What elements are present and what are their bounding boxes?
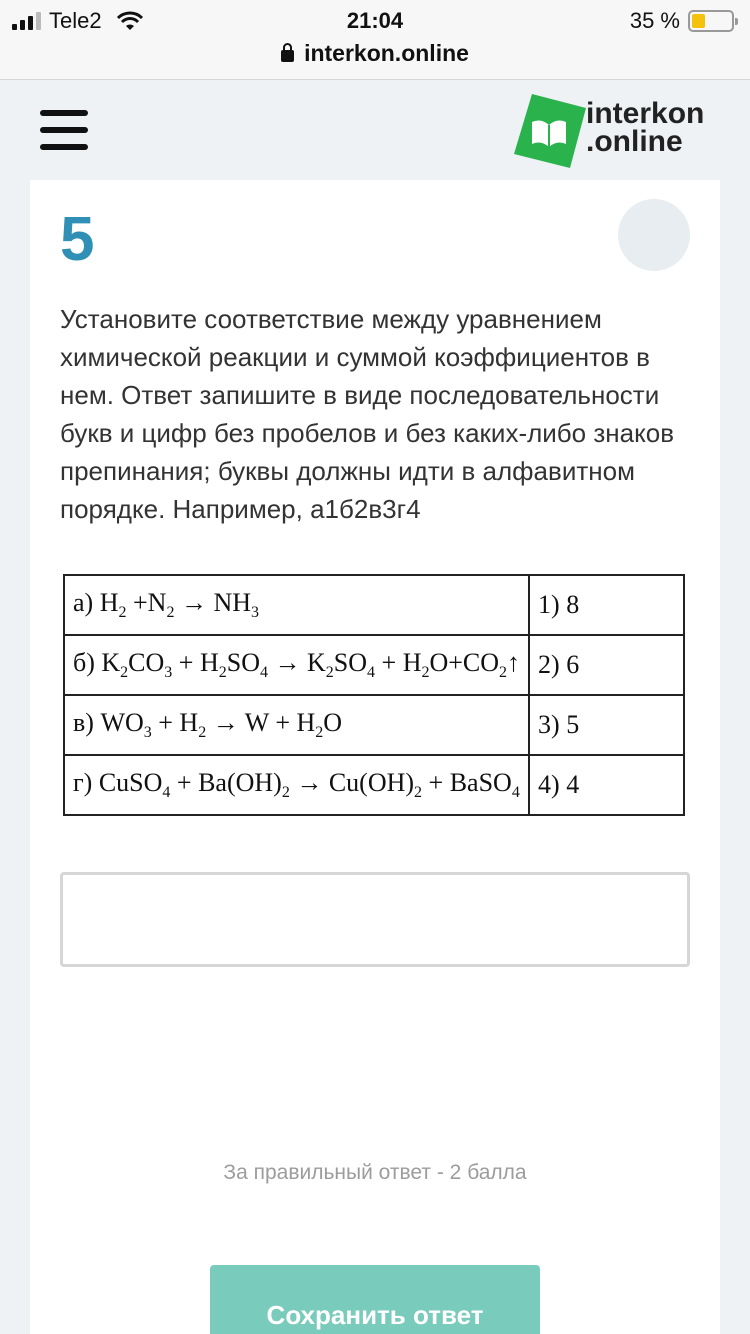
battery-icon	[688, 10, 734, 32]
question-number: 5	[60, 205, 95, 274]
status-indicator	[618, 199, 690, 271]
battery-percent: 35 %	[629, 8, 680, 33]
status-bar	[0, 0, 750, 80]
equation-cell: в) $WO_3 + H_2 \to W + H_2O$	[64, 695, 529, 755]
book-icon	[510, 92, 588, 170]
points-note: За правильный ответ - 2 балла	[223, 1161, 527, 1184]
sum-cell: 4) 4	[529, 755, 684, 815]
save-answer-button[interactable]: Сохранить ответ	[210, 1265, 540, 1334]
question-card	[30, 180, 720, 1334]
status-time: 21:04	[346, 8, 404, 33]
status-right	[630, 8, 734, 34]
question-text: Установите соответствие между уравнением химической реакции и суммой коэффициентов в нем. Ответ запишите в виде последовательности букв и цифр без пробелов и без каких-либо знаков препинания; буквы должны идти в алфавитном порядке. Например, а1б2в3г4	[60, 304, 675, 524]
sum-cell: 3) 5	[529, 695, 684, 755]
table-row	[64, 695, 684, 755]
sum-cell: 2) 6	[529, 635, 684, 695]
table-row	[64, 575, 684, 635]
menu-button[interactable]	[40, 110, 88, 150]
logo-text: interkon .online	[586, 97, 705, 158]
table-row	[64, 635, 684, 695]
answer-input[interactable]	[60, 872, 690, 967]
equation-cell: г) CuSO$_4$ + $Ba(OH)_2 \to Cu(OH)_2$ + BaSO$_4$	[64, 755, 529, 815]
equation-cell: б) $K_2CO_3 + H_2SO_4 \to K_2SO_4$ + $H_2O+CO_2↑$	[64, 635, 529, 695]
site-logo[interactable]	[510, 86, 720, 176]
matching-table	[63, 574, 685, 816]
url-text: interkon.online	[304, 40, 469, 66]
sum-cell: 1) 8	[529, 575, 684, 635]
lock-icon	[281, 50, 294, 62]
table-row	[64, 755, 684, 815]
site-header	[0, 80, 750, 180]
equation-cell: а) $H_2 +N_2 \to NH_3$	[64, 575, 529, 635]
carrier-name: Tele2	[49, 8, 102, 33]
address-bar[interactable]	[0, 40, 750, 67]
